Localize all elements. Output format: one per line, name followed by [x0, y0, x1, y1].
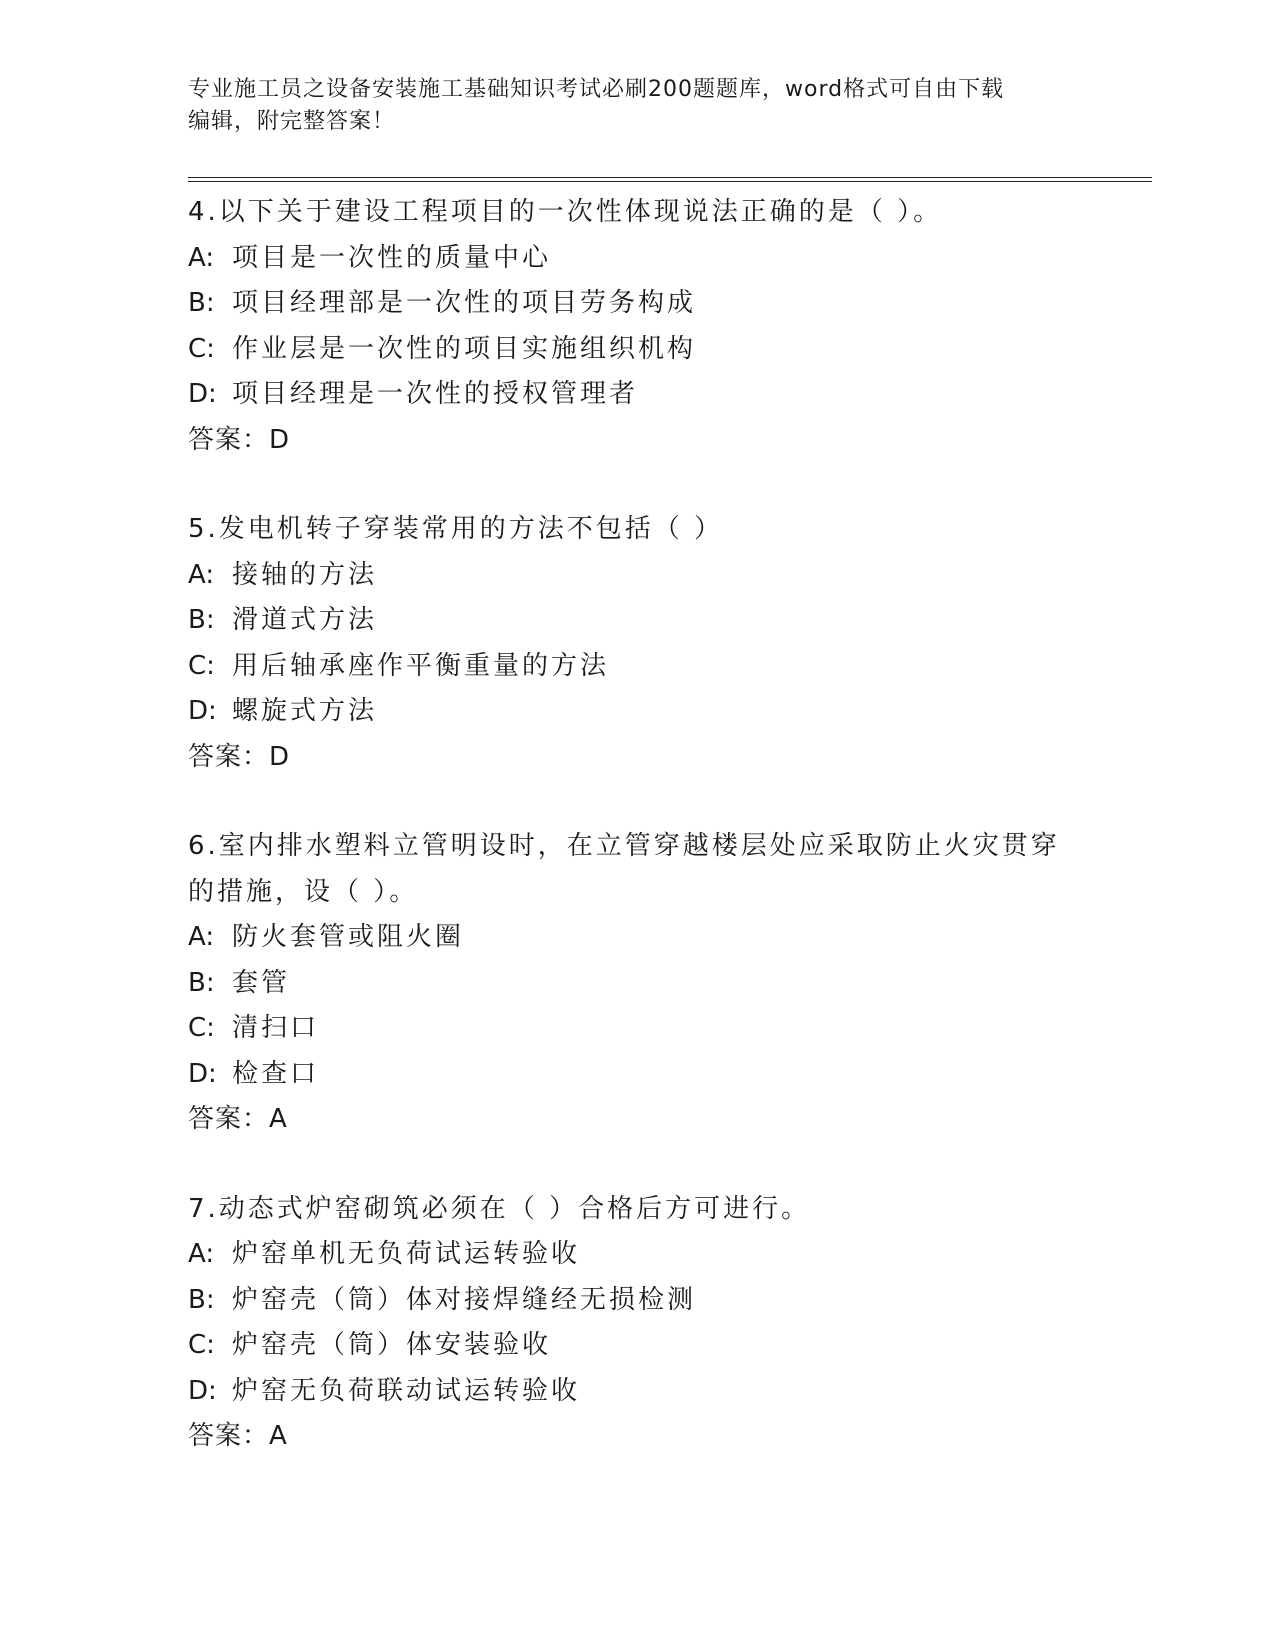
option-text: 炉窑单机无负荷试运转验收 [232, 1239, 581, 1269]
option-text: 项目是一次性的质量中心 [232, 242, 552, 273]
option-letter: D: [188, 696, 217, 726]
option-text: 项目经理部是一次性的项目劳务构成 [232, 288, 697, 318]
option-b [188, 598, 1088, 644]
question-stem-line-1: 6.室内排水塑料立管明设时，在立管穿越楼层处应采取防止火灾贯穿 [188, 831, 1060, 861]
option-text: 用后轴承座作平衡重量的方法 [232, 650, 610, 681]
option-a [188, 915, 1088, 961]
option-b [188, 1278, 1088, 1324]
question-stem: 5.发电机转子穿装常用的方法不包括（ ） [188, 514, 724, 544]
option-a [188, 553, 1088, 599]
option-text: 检查口 [232, 1058, 320, 1089]
question-7 [188, 1187, 1088, 1460]
question-5 [188, 507, 1088, 780]
option-a [188, 236, 1088, 282]
option-letter: B: [188, 605, 215, 635]
option-letter: C: [188, 1330, 215, 1360]
option-a [188, 1232, 1088, 1278]
option-letter: A: [188, 242, 215, 273]
option-letter: D: [188, 1375, 217, 1406]
option-text: 炉窑壳（筒）体对接焊缝经无损检测 [232, 1284, 697, 1315]
option-letter: C: [188, 333, 215, 364]
option-letter: B: [188, 288, 215, 318]
option-text: 作业层是一次性的项目实施组织机构 [232, 333, 697, 364]
header-title-line-2: 编辑，附完整答案！ [188, 109, 396, 134]
question-stem: 4.以下关于建设工程项目的一次性体现说法正确的是（ ）。 [188, 197, 943, 227]
option-text: 项目经理是一次性的授权管理者 [232, 379, 639, 409]
question-stem: 7.动态式炉窑砌筑必须在（ ）合格后方可进行。 [188, 1193, 811, 1224]
option-b [188, 281, 1088, 327]
option-letter: B: [188, 967, 215, 998]
option-text: 套管 [232, 967, 291, 998]
option-letter: A: [188, 559, 215, 590]
answer-line: 答案：A [188, 1421, 288, 1451]
option-letter: D: [188, 379, 217, 409]
option-b [188, 961, 1088, 1007]
option-text: 滑道式方法 [232, 605, 378, 635]
option-c [188, 327, 1088, 373]
option-text: 接轴的方法 [232, 559, 378, 590]
header-divider [188, 177, 1152, 182]
answer-line: 答案：D [188, 741, 291, 772]
header-title-line-1: 专业施工员之设备安装施工基础知识考试必刷200题题库，word格式可自由下载 [188, 77, 1005, 102]
option-letter: A: [188, 1239, 215, 1269]
option-letter: B: [188, 1284, 215, 1315]
question-stem-line-2: 的措施，设（ ）。 [188, 876, 419, 907]
option-text: 防火套管或阻火圈 [232, 922, 465, 952]
answer-line: 答案：A [188, 1104, 288, 1134]
option-letter: C: [188, 650, 215, 681]
option-c [188, 1323, 1088, 1369]
option-d [188, 1052, 1088, 1098]
option-text: 炉窑无负荷联动试运转验收 [232, 1375, 581, 1406]
option-letter: A: [188, 922, 215, 952]
answer-line: 答案：D [188, 424, 291, 455]
option-text: 螺旋式方法 [232, 696, 378, 726]
question-4 [188, 190, 1088, 463]
option-d [188, 689, 1088, 735]
question-6 [188, 824, 1088, 1143]
option-c [188, 1006, 1088, 1052]
option-text: 清扫口 [232, 1013, 320, 1043]
option-d [188, 372, 1088, 418]
document-header [188, 74, 1068, 138]
option-letter: C: [188, 1013, 215, 1043]
option-text: 炉窑壳（筒）体安装验收 [232, 1330, 552, 1360]
option-letter: D: [188, 1058, 217, 1089]
option-d [188, 1369, 1088, 1415]
question-list [188, 190, 1088, 1460]
option-c [188, 644, 1088, 690]
